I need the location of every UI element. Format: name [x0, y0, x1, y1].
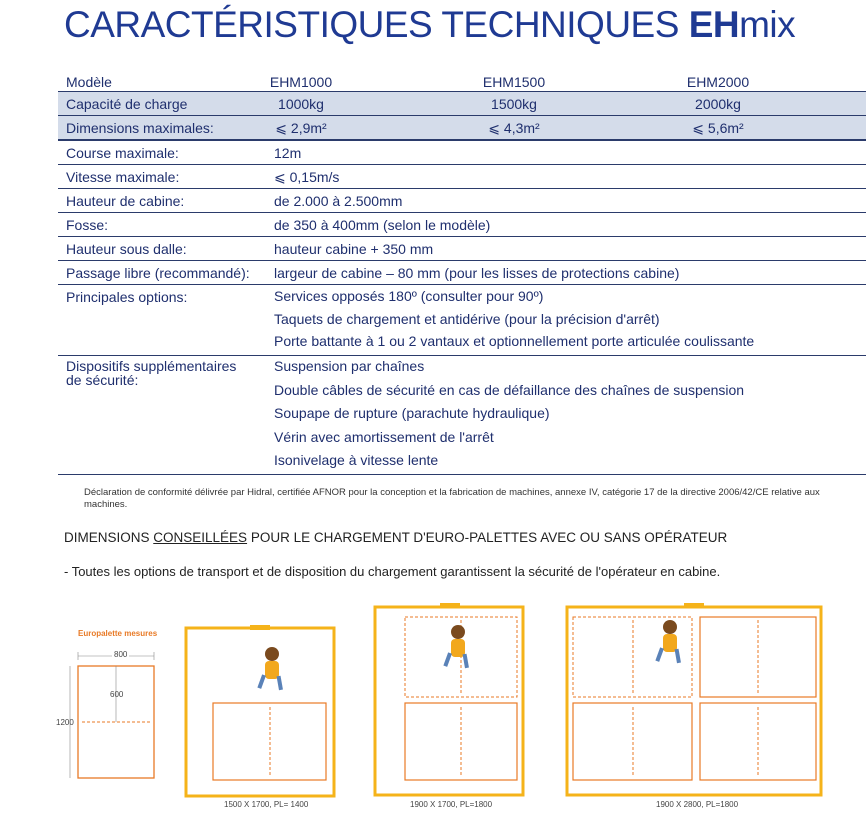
operator-icon: [655, 620, 681, 663]
list-item: Vérin avec amortissement de l'arrêt: [274, 428, 494, 445]
europalette-label: Europalette mesures: [78, 629, 158, 638]
dimensions-label: Dimensions maximales:: [66, 120, 214, 136]
clearance-label: Passage libre (recommandé):: [66, 265, 250, 281]
capacity-label: Capacité de charge: [66, 96, 188, 112]
cabin-1500x1700: [186, 625, 334, 796]
pit-value: de 350 à 400mm (selon le modèle): [274, 217, 491, 233]
course-label: Course maximale:: [66, 145, 179, 161]
model-ehm1000: EHM1000: [269, 74, 333, 90]
capacity-m3: 2000kg: [695, 96, 741, 112]
cabin-height-label: Hauteur de cabine:: [66, 193, 185, 209]
dimensions-m3: ⩽ 5,6m²: [692, 120, 744, 136]
capacity-m1: 1000kg: [278, 96, 324, 112]
list-item: Services opposés 180º (consulter pour 90º): [274, 288, 544, 304]
caption-cabin-3: 1900 X 2800, PL=1800: [656, 800, 739, 809]
list-item: Isonivelage à vitesse lente: [274, 452, 439, 468]
page-title: CARACTÉRISTIQUES TECHNIQUES EHmix: [64, 4, 796, 45]
cabin-height-value: de 2.000 à 2.500mm: [274, 193, 403, 209]
dimensions-m1: ⩽ 2,9m²: [275, 120, 327, 136]
safety-label: Dispositifs supplémentaires de sécurité:: [66, 358, 237, 388]
caption-cabin-1: 1500 X 1700, PL= 1400: [224, 800, 309, 809]
pit-label: Fosse:: [66, 217, 109, 233]
list-item: Taquets de chargement et antidérive (pour la précision d'arrêt): [274, 310, 660, 327]
dim-800: 800: [114, 650, 128, 659]
dimensions-m2: ⩽ 4,3m²: [488, 120, 540, 136]
course-value: 12m: [274, 145, 302, 161]
options-label: Principales options:: [66, 289, 188, 305]
cabin-1900x2800: [567, 603, 821, 795]
speed-value: ⩽ 0,15m/s: [274, 169, 340, 185]
list-item: Porte battante à 1 ou 2 vantaux et optionnellement porte articulée coulissante: [274, 333, 755, 349]
operator-icon: [257, 647, 283, 690]
capacity-m2: 1500kg: [491, 96, 537, 112]
europalette-diagram: [70, 652, 154, 778]
caption-cabin-2: 1900 X 1700, PL=1800: [410, 800, 493, 809]
bullet-text: - Toutes les options de transport et de disposition du chargement garantissent la sécurité de l'opérateur en cabine.: [64, 564, 721, 579]
speed-label: Vitesse maximale:: [66, 169, 180, 185]
model-ehm1500: EHM1500: [482, 74, 546, 90]
headroom-value: hauteur cabine + 350 mm: [274, 241, 434, 257]
dim-1200: 1200: [56, 718, 74, 727]
headroom-label: Hauteur sous dalle:: [66, 241, 187, 257]
list-item: Double câbles de sécurité en cas de défaillance des chaînes de suspension: [274, 381, 745, 398]
model-label: Modèle: [66, 74, 112, 90]
section-subtitle: DIMENSIONS CONSEILLÉES POUR LE CHARGEMENT D'EURO-PALETTES AVEC OU SANS OPÉRATEUR: [64, 530, 728, 545]
list-item: Suspension par chaînes: [274, 358, 425, 374]
list-item: Soupape de rupture (parachute hydraulique): [274, 405, 550, 421]
dim-600: 600: [110, 690, 124, 699]
model-ehm2000: EHM2000: [686, 74, 750, 90]
operator-icon: [443, 625, 469, 668]
clearance-value: largeur de cabine – 80 mm (pour les lisses de protections cabine): [274, 265, 680, 281]
cabin-1900x1700: [375, 603, 523, 795]
conformity-note: Déclaration de conformité délivrée par Hidral, certifiée AFNOR pour la conception et la fabrication de machines, annexe IV, catégorie 17 de la directive 2006/42/CE relative aux machines.: [84, 487, 820, 510]
